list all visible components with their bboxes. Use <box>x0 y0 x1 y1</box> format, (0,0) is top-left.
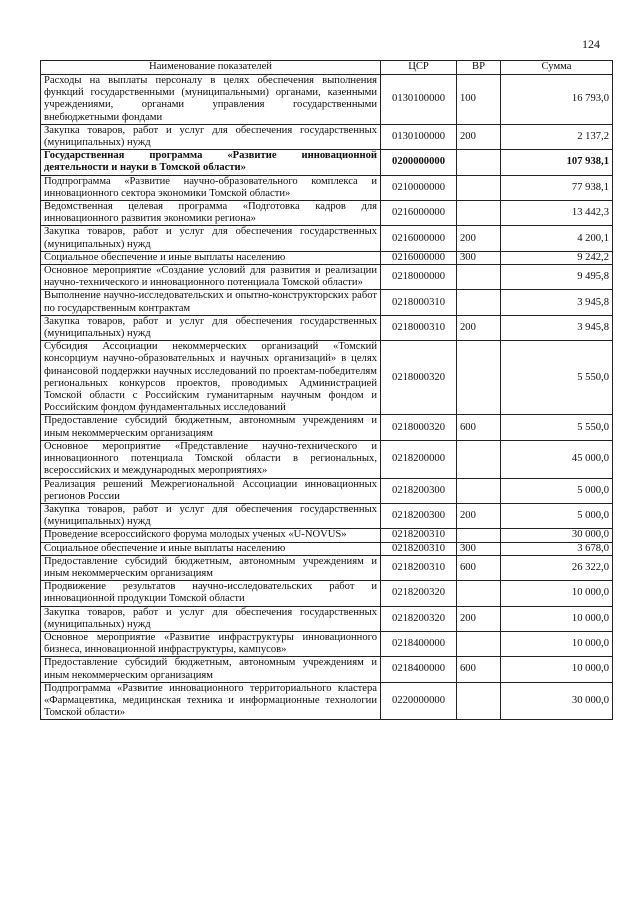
row-name-cell: Расходы на выплаты персоналу в целях обеспечения выполнения функций государственными (муниципальными) органами, казенными учреждениями, органами управления государственными внебюджетными фондами <box>41 75 381 125</box>
row-csr-cell: 0218200300 <box>381 478 457 503</box>
row-sum-cell: 10 000,0 <box>501 606 613 631</box>
table-row <box>41 124 613 149</box>
table-row <box>41 542 613 555</box>
row-name-cell: Закупка товаров, работ и услуг для обеспечения государственных (муниципальных) нужд <box>41 226 381 251</box>
table-row <box>41 290 613 315</box>
row-name-cell: Социальное обеспечение и иные выплаты населению <box>41 251 381 264</box>
table-row <box>41 555 613 580</box>
row-name-cell: Реализация решений Межрегиональной Ассоциации инновационных регионов России <box>41 478 381 503</box>
table-row <box>41 341 613 415</box>
table-row <box>41 657 613 682</box>
budget-table <box>40 60 613 720</box>
table-row <box>41 251 613 264</box>
row-sum-cell: 77 938,1 <box>501 175 613 200</box>
row-vr-cell: 300 <box>457 251 501 264</box>
table-row <box>41 315 613 340</box>
row-csr-cell: 0218000320 <box>381 415 457 440</box>
row-csr-cell: 0216000000 <box>381 201 457 226</box>
row-csr-cell: 0216000000 <box>381 251 457 264</box>
row-vr-cell: 200 <box>457 503 501 528</box>
row-name-cell: Государственная программа «Развитие инновационной деятельности и науки в Томской области» <box>41 150 381 175</box>
row-csr-cell: 0218000310 <box>381 290 457 315</box>
row-vr-cell <box>457 265 501 290</box>
row-vr-cell <box>457 150 501 175</box>
row-csr-cell: 0218200310 <box>381 555 457 580</box>
row-sum-cell: 13 442,3 <box>501 201 613 226</box>
row-sum-cell: 5 550,0 <box>501 415 613 440</box>
page-number: 124 <box>582 37 600 51</box>
row-name-cell: Основное мероприятие «Создание условий для развития и реализации научно-технического и инновационного потенциала Томской области» <box>41 265 381 290</box>
row-csr-cell: 0210000000 <box>381 175 457 200</box>
row-sum-cell: 30 000,0 <box>501 529 613 542</box>
row-vr-cell: 300 <box>457 542 501 555</box>
row-name-cell: Подпрограмма «Развитие научно-образовательного комплекса и инновационного сектора экономики Томской области» <box>41 175 381 200</box>
table-row <box>41 478 613 503</box>
row-name-cell: Основное мероприятие «Представление научно-технического и инновационного потенциала Томской области в региональных, всероссийских и международных мероприятиях» <box>41 440 381 478</box>
row-sum-cell: 5 550,0 <box>501 341 613 415</box>
row-vr-cell <box>457 682 501 720</box>
row-csr-cell: 0218000000 <box>381 265 457 290</box>
row-csr-cell: 0218200000 <box>381 440 457 478</box>
row-name-cell: Закупка товаров, работ и услуг для обеспечения государственных (муниципальных) нужд <box>41 503 381 528</box>
table-row <box>41 631 613 656</box>
row-vr-cell <box>457 341 501 415</box>
row-sum-cell: 3 945,8 <box>501 290 613 315</box>
row-sum-cell: 2 137,2 <box>501 124 613 149</box>
row-name-cell: Выполнение научно-исследовательских и опытно-конструкторских работ по государственным контрактам <box>41 290 381 315</box>
row-name-cell: Предоставление субсидий бюджетным, автономным учреждениям и иным некоммерческим организациям <box>41 555 381 580</box>
row-csr-cell: 0218200320 <box>381 606 457 631</box>
row-sum-cell: 5 000,0 <box>501 478 613 503</box>
row-vr-cell: 200 <box>457 124 501 149</box>
row-sum-cell: 3 945,8 <box>501 315 613 340</box>
table-row <box>41 581 613 606</box>
row-sum-cell: 4 200,1 <box>501 226 613 251</box>
row-vr-cell <box>457 529 501 542</box>
header-vr: ВР <box>457 61 501 75</box>
row-csr-cell: 0218000310 <box>381 315 457 340</box>
row-vr-cell: 600 <box>457 415 501 440</box>
row-sum-cell: 3 678,0 <box>501 542 613 555</box>
row-csr-cell: 0218200320 <box>381 581 457 606</box>
row-csr-cell: 0218200310 <box>381 529 457 542</box>
row-sum-cell: 107 938,1 <box>501 150 613 175</box>
row-name-cell: Закупка товаров, работ и услуг для обеспечения государственных (муниципальных) нужд <box>41 315 381 340</box>
table-row <box>41 150 613 175</box>
row-vr-cell: 600 <box>457 555 501 580</box>
table-row <box>41 226 613 251</box>
row-name-cell: Предоставление субсидий бюджетным, автономным учреждениям и иным некоммерческим организациям <box>41 657 381 682</box>
table-row <box>41 440 613 478</box>
row-name-cell: Закупка товаров, работ и услуг для обеспечения государственных (муниципальных) нужд <box>41 606 381 631</box>
table-row <box>41 415 613 440</box>
row-sum-cell: 16 793,0 <box>501 75 613 125</box>
row-vr-cell: 600 <box>457 657 501 682</box>
row-name-cell: Закупка товаров, работ и услуг для обеспечения государственных (муниципальных) нужд <box>41 124 381 149</box>
row-name-cell: Ведомственная целевая программа «Подготовка кадров для инновационного развития экономики региона» <box>41 201 381 226</box>
table-row <box>41 682 613 720</box>
row-sum-cell: 5 000,0 <box>501 503 613 528</box>
row-name-cell: Подпрограмма «Развитие инновационного территориального кластера «Фармацевтика, медицинская техника и информационные технологии Томской области» <box>41 682 381 720</box>
row-vr-cell <box>457 201 501 226</box>
row-vr-cell: 200 <box>457 315 501 340</box>
row-sum-cell: 9 242,2 <box>501 251 613 264</box>
row-sum-cell: 30 000,0 <box>501 682 613 720</box>
table-row <box>41 529 613 542</box>
row-sum-cell: 45 000,0 <box>501 440 613 478</box>
row-sum-cell: 10 000,0 <box>501 657 613 682</box>
row-sum-cell: 10 000,0 <box>501 631 613 656</box>
row-csr-cell: 0130100000 <box>381 124 457 149</box>
row-sum-cell: 10 000,0 <box>501 581 613 606</box>
row-csr-cell: 0200000000 <box>381 150 457 175</box>
row-sum-cell: 9 495,8 <box>501 265 613 290</box>
row-vr-cell <box>457 440 501 478</box>
table-header-row <box>41 61 613 75</box>
row-vr-cell <box>457 631 501 656</box>
row-csr-cell: 0218400000 <box>381 657 457 682</box>
row-vr-cell: 200 <box>457 606 501 631</box>
header-csr: ЦСР <box>381 61 457 75</box>
header-name: Наименование показателей <box>41 61 381 75</box>
table-row <box>41 175 613 200</box>
row-sum-cell: 26 322,0 <box>501 555 613 580</box>
row-vr-cell: 200 <box>457 226 501 251</box>
row-csr-cell: 0218000320 <box>381 341 457 415</box>
row-vr-cell <box>457 290 501 315</box>
row-name-cell: Продвижение результатов научно-исследовательских работ и инновационной продукции Томской области <box>41 581 381 606</box>
header-sum: Сумма <box>501 61 613 75</box>
row-csr-cell: 0218200310 <box>381 542 457 555</box>
row-csr-cell: 0220000000 <box>381 682 457 720</box>
row-name-cell: Основное мероприятие «Развитие инфраструктуры инновационного бизнеса, инновационной инфраструктуры, кампусов» <box>41 631 381 656</box>
row-name-cell: Субсидия Ассоциации некоммерческих организаций «Томский консорциум научно-образовательных и научных организаций» в целях финансовой поддержки научных исследований по проектам-победителям региональных конкурсов проектов, проводимых Администрацией Томской области с Российским гуманитарным научным фондом и Российским фондом фундаментальных исследований <box>41 341 381 415</box>
row-vr-cell: 100 <box>457 75 501 125</box>
table-row <box>41 265 613 290</box>
table-row <box>41 503 613 528</box>
row-vr-cell <box>457 175 501 200</box>
row-vr-cell <box>457 478 501 503</box>
table-row <box>41 75 613 125</box>
row-csr-cell: 0130100000 <box>381 75 457 125</box>
row-name-cell: Предоставление субсидий бюджетным, автономным учреждениям и иным некоммерческим организациям <box>41 415 381 440</box>
row-csr-cell: 0216000000 <box>381 226 457 251</box>
row-csr-cell: 0218400000 <box>381 631 457 656</box>
row-vr-cell <box>457 581 501 606</box>
row-name-cell: Проведение всероссийского форума молодых ученых «U-NOVUS» <box>41 529 381 542</box>
table-row <box>41 201 613 226</box>
row-name-cell: Социальное обеспечение и иные выплаты населению <box>41 542 381 555</box>
row-csr-cell: 0218200300 <box>381 503 457 528</box>
table-row <box>41 606 613 631</box>
